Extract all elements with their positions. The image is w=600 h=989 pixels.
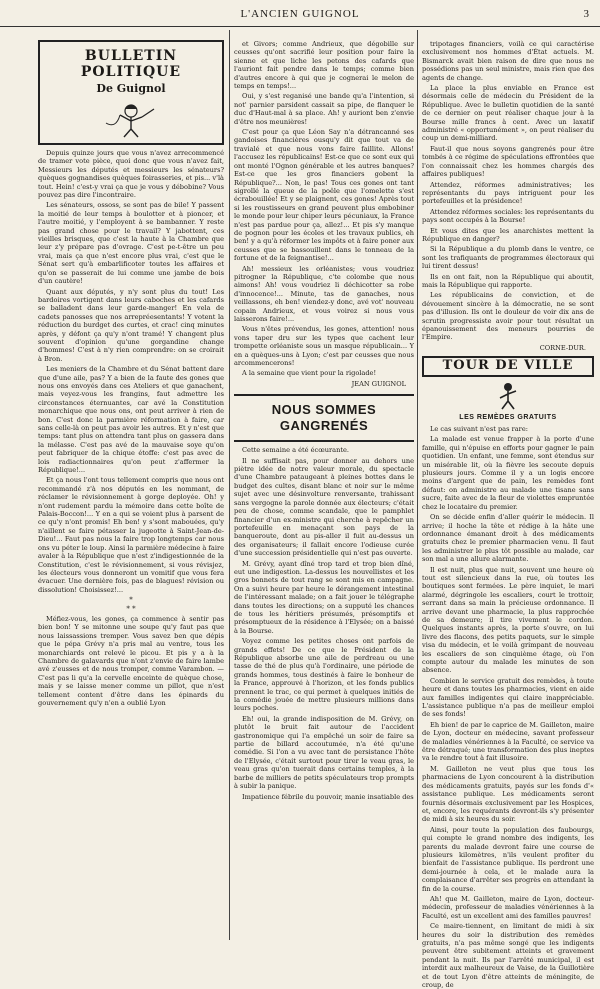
- paragraph: Depuis quinze jours que vous n'avez arrecommencé de tramer vote pièce, quoi donc que vous n'avez fait, Messieurs les députés et messieurs les sénateurs? quèques gognandises quèques foirasseries, et pis... v'là tout. Hein! c'est-y vrai ça que je vous y débobine? Vous pouvez pas dire l'incontraire.: [38, 149, 224, 200]
- tour-de-ville-title: TOUR DE VILLE: [442, 358, 574, 374]
- column-rule: [229, 30, 230, 940]
- paragraph: Impatience fébrile du pouvoir, manie insatiable des: [242, 792, 414, 801]
- paragraph: Ainsi, pour toute la population des faubourgs, qui compte le grand nombre des indigents, les parents du malade devront faire une course de plusieurs kilomètres, n'ils veulent profiter du bienfait de l'assistance publique. Ils perdront une demi-journée à cela, et le malade aura la complaisance d'arrêter ses progrès en attendant la fin de la course.: [422, 825, 594, 893]
- column-1: [38, 40, 224, 940]
- paragraph: et Givors; comme Andrieux, que dégobille sur ceusses qu'ont sacrifié leur position pour faire la sienne et que liche les petons des cafards que l'auriont fait pendre dans le temps; comme bien d'autres encore à qui que je cognerai le melon de temps en temps!...: [234, 40, 414, 91]
- paragraph: La place la plus enviable en France est désormais celle de médecin du Président de la République. Avec le bulletin quotidien de la santé de ce dernier on peut réaliser chaque jour à la Bourse mille francs à cent. Avec un laxatif administré « opportunément », on peut réaliser du coup un demi-milliard.: [422, 84, 594, 143]
- section-title: NOUS SOMMES GANGRENÉS: [234, 394, 414, 442]
- paragraph: Le cas suivant n'est pas rare:: [430, 425, 528, 434]
- masthead: [0, 4, 600, 27]
- paragraph: On se décide enfin d'aller quérir le médecin. Il arrive; il hoche la tête et rédige à la hâte une ordonnance émanant droit à des médicaments gratuits chez le premier pharmacien venu. Il faut les administrer le plus tôt possible au malade, car son mal a une allure alarmante.: [422, 513, 594, 564]
- paragraph: Vous n'êtes prévendus, les gones, attention! nous vons taper dru sur les types que cachent leur trompette orléaniste sous un masque républicain... Y en a quèques-uns à Lyon; c'est par ceusses que nous arcommencerons!: [234, 325, 414, 368]
- bulletin-title: BULLETIN POLITIQUE: [80, 48, 182, 80]
- column-3: [422, 40, 594, 989]
- signature: CORNE-DUR.: [539, 343, 586, 352]
- page-number: 3: [583, 8, 590, 20]
- walking-figure-icon: [488, 381, 528, 411]
- paragraph: Les sénateurs, ossoss, se sont pas de bile! Y passent la moitié de leur temps à boulotter et à pioncer, et l'autre moitié, y l'employent à se bambanner. Y reste pas grand chose pour le travail? Y jabottent, ces vieilles brisques, que c'est la haute à la Chambre que leur z'y prépare pas d'ovrage. C'est pe-t-être un peu vrai, mais ça que n'est encore plus vrai, c'est que le Sénat sert qu'à embarlificoter toutes les affaires et qu'on se passerait de lui comme une jambe de bois d'un cautère!: [38, 201, 224, 286]
- signature: JEAN GUIGNOL: [351, 379, 406, 388]
- tour-de-ville-box: [422, 356, 594, 376]
- column-2: [234, 40, 414, 940]
- paragraph: Eh! oui, la grande indisposition de M. Grévy, on plutôt le bruit fait autour de l'accident gastronomique qui l'a empêché un soir de faire sa partie de billard accoutumée, n'a été qu'une comédie. Si l'on a vu avec tant de persistance l'hôte de l'Elysée, c'était surtout pour tirer le veau gras, le veau gras qu'on tuerait dans certains temples, à la barbe de milliers de petits spéculateurs trop prompts à subir la panique.: [234, 714, 414, 791]
- paragraph: M. Gailleton ne veut plus que tous les pharmaciens de Lyon concourent à la distribution des médicaments gratuits, payés sur les fonds d'« assistance publique. Les médicaments seront fournis désormais exclusivement par les Hospices, et, encore, les requérants devront-ils s'y présenter de midi à six heures du soir.: [422, 764, 594, 824]
- paragraph: C'est pour ça que Léon Say n'a détrancanné ses gandoises financières ousqu'y dit que tout va de travialé et que nous vons faire faillite. Allons! l'accusez les républicains! Est-ce que ce sont eux qui ont monté l'Ognon générable et les autres banques? Est-ce que les gros financiers gobent la République?... Non, le pas! Tous ces gones ont tant sigrollé la queue de la poêle que l'omelette s'est écrabouillée! Et y se plaignent, ces gones! Après tout si les roustisseurs en grand peuvent plus embobiner le monde pour leur chiper leurs pécuniaux, la France n'est pas pardue pour ça, allez!... Et pis s'y manque de pognon pour les écoles et les travaux publics, eh ben! y a qu'à réformer les impôts et à faire poner aux ceusses que se bassouillent dans le tonneau de la fortune et de la feignantise!...: [234, 128, 414, 263]
- paragraph: Combien le service gratuit des remèdes, à toute heure et dans toutes les pharmacies, vient en aide aux familles indigentes qui claire inappréciable. L'assistance publique n'a pas de meilleur emploi de ses fonds!: [422, 676, 594, 719]
- paragraph: Il ne suffisait pas, pour donner au dehors une piètre idée de notre valeur morale, du spectacle d'une Chambre pataugeant à pleines bottes dans le budget des cultes, disant blanc et noir sur le même sujet avec une désinvolture renversante, trahissant sans vergogne la parole donnée aux électeurs; c'était peu de chose, comme scandale, que le pamphlet financier d'un ex-ministre qui cherche à repêcher un portefeuille en menaçant son pays de la banqueroute, dont au pis-aller il fuit au-dessus un des organisateurs; il fallait encore l'odieuse curée d'une succession présidentielle qui n'est pas ouverte.: [234, 456, 414, 558]
- paragraph: Les meniers de la Chambre et du Sénat battent dare que d'une aile, pas? Y a bien de la faute des gones que nous ons envoyés dans ces Ateliers et que ganachent, mais veyez-vous les frangins, faut admettre les circonstances éternuantes, car avé la Constitution monarchique que nous ons, ont peut arriver à rien de bon. C'est donc la parmière réformation à faire, car sans celle-là on peut pas avoir les autres. Et y n'est que temps: tant plus on attendra tant plus on gassera dans la mélasse. C'est pas avé de la mauvaise soye qu'on peut fabriquer de la chique étoffe: c'est pas avec de lois radiactionnaires qu'on peut z'affermer la République!...: [38, 365, 224, 475]
- paragraph: Oui, y s'est reganisé une bande qu'a l'intention, si not' parnier parsident cassait sa pipe, de flanquer le duc d'Haut-mal à sa place. Ah! y auriont ben z'envie d'être nos meunières!: [234, 92, 414, 126]
- paragraph: Il est nuit, plus que nuit, souvent une heure où tout est silencieux dans la rue, où toutes les boutiques sont fermées. Le père inquiet, le mari alarmé, dégringole les escaliers, court le trottoir, serrant dans sa main la précieuse ordonnance. Il arrive devant une pharmacie, la plus rapprochée de sa demeure; il tire vivement le cordon. Quelques instants après, la porte s'ouvre, on lui livre des flacons, des petits paquets, sur le simple visa du médecin, et le voilà grimpant de nouveau les escaliers de son cinquième étage, où l'on compte autour du malade les minutes de son absence.: [422, 565, 594, 675]
- guignol-cartoon-icon: [96, 99, 166, 139]
- paragraph: tripotages financiers, voilà ce qui caractérise exclusivement nos hommes d'État actuels. M. Bismarck avait bien raison de dire que nous ne possédions pas un seul ministre, mais rien que des agents de change.: [422, 40, 594, 82]
- paragraph: A la semaine que vient pour la rigolade!: [242, 369, 377, 378]
- paragraph: Eh bien! de par le caprice de M. Gailleton, maire de Lyon, docteur en médecine, savant professeur de maladies vénériennes à la Faculté, ce service va être détraqué; une transformation des plus ineptes va le rendre tout à fait illusoire.: [422, 720, 594, 763]
- paragraph: Et ça nous l'ont tous tellement compris que nous ont recommandé z'à nos députés en les nommant, de réclamer le révisionnement à gorge deployée. Oh! y n'ont rudement pardu la mémoire dans cette boîte de Palais-Boccon!... Y en a qui se voient plus à parsent de ce qu'y n'ont promis! Eh ben! y s'sont mabouées, qu'y n'aillent se faire pétasser la jugeotte à Saint-Jean-de-Dieu!... Faut pas nous la faire trop longtemps car nous ons vu péter le loup. Ainsi la parmière médecine à faire avaler à la République que n'est z'indigestionnée de la Constitution, c'est le révisionnement, si vous révisjez, les électeurs vous donneront un vomitif que vous fera évacuer. Une dernière fois, pas de blagues! révision ou dissolution! Choisissez!...: [38, 476, 224, 594]
- bulletin-headline-box: [38, 40, 224, 145]
- paragraph: Les républicains de conviction, et de dévouement sincère à la démocratie, ne se sont pas d'illusion. Ils ont le douleur de voir dix ans de scrutin progressiste avoir pour tout résultat un épanouissement des meneurs pourries de l'Empire.: [422, 291, 594, 342]
- newspaper-title: L'ANCIEN GUIGNOL: [240, 8, 360, 20]
- paragraph: Méfiez-vous, les gones, ça commence à sentir pas bien bon! Y se mitonne une soupe qu'y faut pas que nous laissassions tremper. Vous savez ben que dépis que le pépa Grévy n'a pris mal au ventre, tous les monarchiards ont relevé le picou. Et pis y a à la Chambre de galavards que n'ont z'envie de faire lambe avé z'eusses et de nous tromper, comme Varambon. — C'est pas li qu'a la cervelle enceinte de quèque chose, mais y se laisse mener comme un pillot, que n'est tellement content d'être dans les épinards du gouvernement qu'y n'en a oublié Lyon: [38, 614, 224, 707]
- paragraph: Attendez, réformes administratives; les représentants du pays intriguent pour les portefeuilles et la présidence!: [422, 180, 594, 206]
- paragraph: Si la République a du plomb dans le ventre, ce sont les trafiquants de programmes électoraux qui lui tirent dessus!: [422, 245, 594, 271]
- bulletin-subtitle: De Guignol: [96, 82, 166, 95]
- paragraph: La malade est venue frapper à la porte d'une famille, qui n'épuise en efforts pour gagner le pain quotidien. Un enfant, une femme, sont étendus sur un misérable lit, où la fièvre les secoute depuis plusieurs jours. Comme il y a un logis encore moins d'argent que de pain, les remèdes font défaut: on administre au malade une tisane sans sucre, faite avec de la fleur de violettes empruntée chez le locataire du premier.: [422, 435, 594, 511]
- paragraph: Attendez réformes sociales: les représentants du pays sont occupés à la Bourse!: [422, 207, 594, 225]
- paragraph: Ils en ont fait, non la République qui aboutit, mais la République qui rapporte.: [422, 272, 594, 289]
- paragraph: Faut-il que nous soyons gangrenés pour être tombés à ce régime de spéculations effrontées que l'on connaissait chez les hommes chargés des affaires publiques!: [422, 144, 594, 179]
- subsection-title: LES REMÈDES GRATUITS: [459, 413, 557, 421]
- paragraph: Quant aux députés, y n'y sont plus du tout! Les bardoires vortigent dans leurs caboches et les cafards se balladent dans leur garde-manger! En vela de cadets panosses que nos arrepréesentants! Y votent la réduction du burdget des curtes, et crac! cinq minutes après, y défont ça qu'y n'ont tramé! Y changent plus souvent d'opinion qu'une gorgandine change d'hommes! C'est à n'y rien comprendre: on se croirait à Bron.: [38, 287, 224, 363]
- paragraph: Ah! que M. Gailleton, maire de Lyon, docteur-médecin, professeur de maladies vénériennes à la Faculté, est un excellent ami des familles pauvres!: [422, 894, 594, 920]
- paragraph: Cette semaine a été écœurante.: [242, 446, 349, 455]
- paragraph: Voyez comme les petites choses ont parfois de grands effets! De ce que le Président de la République absorbe une aile de perdreau ou une tasse de thé de plus qu'à l'ordinaire, une période de grands hommes, tous destinés à faire le bonheur de la France, approuvé à l'horizon, et les fonds publics prennent le trac, ce qui permet à quelques initiés de la comédie jouée de mettre plusieurs millions dans leurs poches.: [234, 637, 414, 713]
- paragraph: Et vous dites que les anarchistes mettent la République en danger?: [422, 226, 594, 243]
- paragraph: Ah! messieux les orléanistes; vous voudriez pitrogner la République, c'te colombe que nous aimons! Ah! vous voudriez li déchicotter sa robe d'innocence!... Minute, tas de ganaches, nous veillassons, eh ben! viendez-y donc, avé vot' nouveau copain Andrieux, et vous voirez si nous vous laisserons faire!...: [234, 264, 414, 323]
- paragraph: M. Grévy, ayant dîné trop tard et trop bien dîné, eut une indigestion. La-dessus les nouvellistes et les gros bonnets de tout rang se sont mis en campagne. On a suivi heure par heure le dérangement intestinal de l'intéressant malade; on a fait jouer le télégraphe dans toutes les directions; on a supputé les chances de tous les héritiers présumés, présomptifs et présomptueux de la résidence à l'Elysée; on a baissé à la Bourse.: [234, 559, 414, 635]
- column-rule: [417, 30, 418, 940]
- paragraph: Ce maire-tiennent, en limitant de midi à six heures du soir la distribution des remèdes gratuits, n'a pas même songé que les indigents peuvent être subitement atteints et gravement pendant la nuit. Ils par l'arrêté municipal, il est interdit aux malheureux de Vaise, de la Guillotière et de tout Lyon d'être atteints de méningite, de croup, de: [422, 922, 594, 989]
- separator-icon: * * *: [126, 596, 136, 613]
